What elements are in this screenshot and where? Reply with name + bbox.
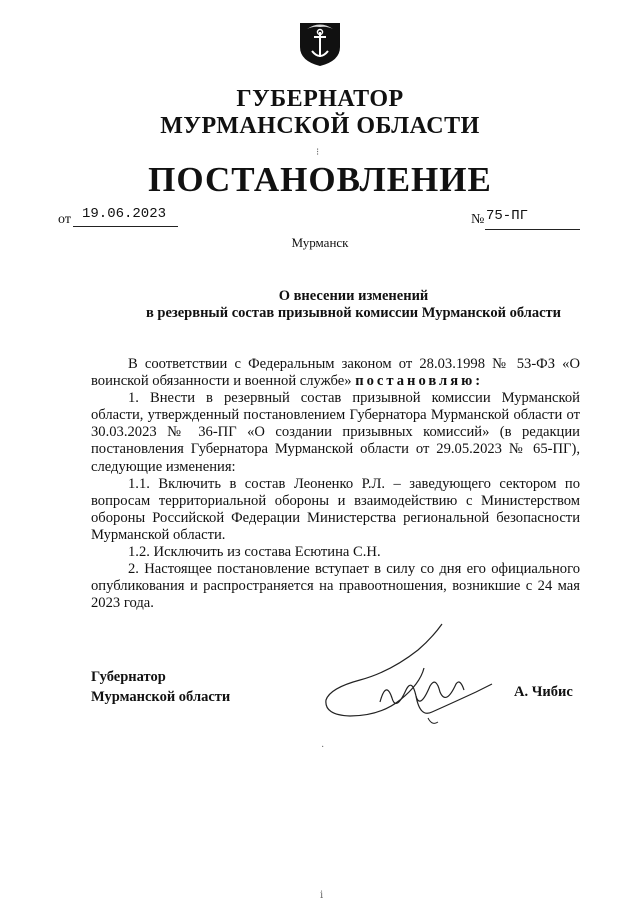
city-name: Мурманск [291,235,349,250]
handwritten-signature [320,620,520,730]
document-number: 75-ПГ [486,208,529,224]
issuer-title-line1: ГУБЕРНАТОР [236,86,404,112]
paragraph-1-2: 1.2. Исключить из состава Есютина С.Н. [128,544,381,561]
signatory-name: А. Чибис [514,684,573,700]
scan-mark: ⁝ [316,147,320,158]
number-underline [485,229,580,230]
scan-mark: ⅰ [320,890,324,901]
document-type-title: ПОСТАНОВЛЕНИЕ [148,160,492,199]
subject-line2: в резервный состав призывной комиссии Мурманской области [145,305,562,321]
signatory-position-line1: Губернатор [91,669,166,685]
date-underline [73,226,178,227]
scan-mark: · [321,742,325,753]
intro-paragraph [91,356,580,390]
date-label: от [58,212,71,227]
paragraph-1-1: 1.1. Включить в состав Леоненко Р.Л. – заведующего сектором по вопросам территориальной обороны и взаимодействию с Министерством обороны Российской Федерации Министерства региональной безопасности Мурманской области. [91,475,580,543]
signatory-position-line2: Мурманской области [91,689,231,705]
subject-line1: О внесении изменений [278,288,429,304]
issuer-title-line2: МУРМАНСКОЙ ОБЛАСТИ [160,113,480,139]
signatory-position [91,667,230,707]
document-body [91,356,580,612]
document-date: 19.06.2023 [82,206,167,222]
paragraph-2: 2. Настоящее постановление вступает в силу со дня его официального опубликования и распространяется на правоотношения, возникшие с 24 мая 2023 года. [91,561,580,612]
paragraph-1: 1. Внести в резервный состав призывной комиссии Мурманской области, утвержденный постановлением Губернатора Мурманской области от 30.03.2023 № 36-ПГ «О создании призывных комиссий» (в редакции постановления Губернатора Мурманской области от 29.05.2023 № 65-ПГ), следующие изменения: [91,390,580,475]
decree-word: постановляю: [355,373,484,390]
number-label: № [471,212,485,227]
intro-text: В соответствии с Федеральным законом от 28.03.1998 № 53-ФЗ «О воинской обязанности и военной службе» [91,356,580,390]
coat-of-arms-emblem [297,17,343,67]
